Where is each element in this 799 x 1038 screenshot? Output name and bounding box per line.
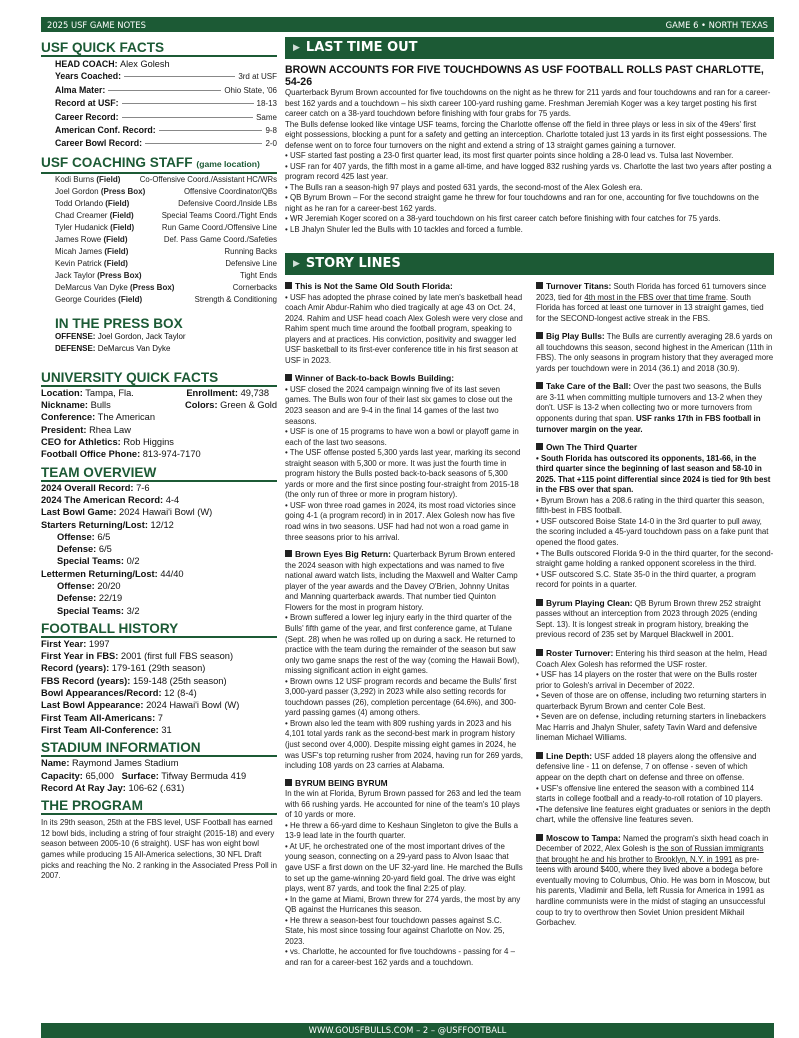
quick-fact-row bbox=[41, 97, 277, 110]
history-label: First Year in FBS: bbox=[41, 651, 119, 662]
team-overview-row bbox=[41, 592, 277, 604]
bullet-square-icon bbox=[285, 550, 292, 557]
header-left: 2025 USF GAME NOTES bbox=[47, 19, 146, 30]
last-time-bullet: • QB Byrum Brown – For the second straight game he threw for four touchdowns and ran for one, accounting for five touchdowns on the night as he ran for a career-best 162 yards. bbox=[285, 193, 759, 213]
footer-bar: WWW.GOUSFBULLS.COM – 2 – @USFFOOTBALL bbox=[41, 1023, 774, 1038]
team-label: Last Bowl Game: bbox=[41, 507, 117, 518]
staff-name bbox=[55, 246, 128, 258]
top-header-bar bbox=[41, 17, 774, 32]
leader-dots bbox=[124, 76, 235, 77]
story-big-play: Big Play Bulls: The Bulls are currently averaging 28.6 yards on all touchdowns this season, second highest in the American (11th in FBS). The only seasons in program history that they averaged more yards per touchdown were in 2014 (36.1) and 2018 (30.9). bbox=[536, 331, 774, 373]
staff-name-text: Kodi Burns bbox=[55, 174, 95, 184]
stadium-name: Name: Raymond James Stadium bbox=[41, 758, 179, 769]
chevron-right-icon: ▶ bbox=[293, 43, 300, 53]
bullet-square-icon bbox=[285, 374, 292, 381]
team-overview-row bbox=[41, 555, 277, 567]
staff-name-text: George Courides bbox=[55, 294, 116, 304]
story-lines-banner: ▶ STORY LINES bbox=[285, 253, 774, 275]
history-value: 2024 Hawai'i Bowl (W) bbox=[146, 700, 240, 711]
staff-row bbox=[41, 198, 277, 210]
staff-role: Tight Ends bbox=[240, 270, 277, 280]
history-label: FBS Record (years): bbox=[41, 675, 131, 686]
last-time-bullet: • LB Jhalyn Shuler led the Bulls with 10 tackles and forced a fumble. bbox=[285, 224, 523, 234]
location-row: Location: Tampa, Fla. Enrollment: 49,738 bbox=[41, 387, 269, 398]
bullet-square-icon bbox=[536, 834, 543, 841]
quick-fact-label: Career Record: bbox=[55, 111, 119, 122]
staff-name bbox=[55, 258, 128, 270]
staff-role: Special Teams Coord./Tight Ends bbox=[161, 210, 277, 220]
staff-row bbox=[41, 186, 277, 198]
staff-location: (Field) bbox=[103, 234, 128, 244]
staff-name-text: Micah James bbox=[55, 246, 103, 256]
staff-name-text: Joel Gordon bbox=[55, 186, 99, 196]
team-label: Defense: bbox=[57, 544, 97, 555]
team-value: 6/5 bbox=[98, 544, 112, 555]
history-value: 7 bbox=[157, 712, 163, 723]
story-roster-turnover: Roster Turnover: Entering his third season at the helm, Head Coach Alex Golesh has reformed the USF roster. • USF has 14 players on the roster that were on the Bulls roster prior to Golesh's arrival in December of 2022. • Seven of those are on offense, including two returning starters in quarterback Byrum Brown and center Cole Best. • Seven are on defense, including returning starters in linebackers Mac Harris and Jhalyn Shuler, safety Tavin Ward and defensive lineman Michael Williams. bbox=[536, 647, 767, 743]
university-title: UNIVERSITY QUICK FACTS bbox=[41, 370, 277, 387]
story-take-care: Take Care of the Ball: Over the past two seasons, the Bulls are 3-11 when committing multiple turnovers and 13-2 when they don't. USF is 13-2 when collecting two or more turnovers from opponents during that span. USF ranks 17th in FBS football in turnover margin on the year. bbox=[536, 381, 763, 434]
quick-fact-label: Record at USF: bbox=[55, 98, 119, 109]
story-third-quarter: Own The Third Quarter • South Florida has outscored its opponents, 181-66, in the third quarter since the beginning of last season and 58-10 in 2025. That +115 point differential since 2024 is tied for 9th best in the FBS over that span. • Byrum Brown has a 208.6 rating in the third quarter this season, fifth-best in FBS football. • USF outscored Boise State 14-0 in the 3rd quarter to pull away, the scoring included a 45-yard touchdown pass on a fake punt that opened the flood gates. • The Bulls outscored Florida 9-0 in the third quarter, for the second-straight game holding a ranked opponent scoreless in the third. • USF outscored S.C. State 35-0 in the third quarter, a program record for points in a quarter. bbox=[536, 442, 774, 590]
story-column-left bbox=[285, 281, 523, 975]
head-coach: HEAD COACH: Alex Golesh bbox=[55, 59, 170, 69]
nickname-row: Nickname: Bulls Colors: Green & Gold bbox=[41, 400, 277, 411]
history-label: First Year: bbox=[41, 638, 87, 649]
bullet-square-icon bbox=[536, 332, 543, 339]
staff-row bbox=[41, 282, 277, 294]
history-value: 12 (8-4) bbox=[164, 688, 197, 699]
bullet-square-icon bbox=[536, 443, 543, 450]
program-text: In its 29th season, 25th at the FBS level, USF Football has earned 12 bowl bids, including a string of four straight (2015-18) and every season between 2005-10 (6 straight). USF has won eight bowl games while producing 15 All-America selections, 30 NFL Draft picks and reaching the No. 2 ranking in the Associated Press Poll in 2007. bbox=[41, 818, 277, 881]
staff-name bbox=[55, 198, 129, 210]
story-brown-eyes: Brown Eyes Big Return: Quarterback Byrum Brown entered the 2024 season with high expectations and was named to five national award watch lists, including the Maxwell and Walter Camp player of the year awards and the Davey O'Brien, Johnny Unitas and Manning quarterback awards. That number tied Quinton Flowers for the most in program history. • Brown suffered a lower leg injury early in the third quarter of the Bulls' fifth game of the year, and first conference game, at Tulane (Sept. 28) when he was rolled up on during a sack. He returned to practice with the team during the remainder of the season but saw only two game snaps the rest of the way (coming the Hawaii Bowl), missing significant action in eight games. • Brown owns 12 USF program records and became the Bulls' first 3,000-yard passer (3,292) in 2023 while also setting records for touchdown passes (26), completion percentage (64.6%), and 300-yard passing games (4) among others. • Brown also led the team with 809 rushing yards in 2023 and his 4,101 total yards rank as the second-best mark in program history (just second over 4,000). Despite missing eight games in 2024, he was USF's top returning rusher from 2024, having run for 269 yards, including 108 yards on 23 carries at Alabama. bbox=[285, 549, 523, 771]
bullet-square-icon bbox=[285, 282, 292, 289]
history-label: First Team All-Americans: bbox=[41, 712, 156, 723]
bullet-square-icon bbox=[536, 282, 543, 289]
staff-name bbox=[55, 210, 134, 222]
last-time-p2: The Bulls defense looked like vintage USF teams, forcing the Charlotte offense off the field in three plays or less in six of the 49ers' first eight possessions, blocking a punt for a safety and getting an interception. Charlotte totaled just 13 yards in its first eight possessions. The defense went on to force four turnovers on the night and extend a string of 13 straight games gaining a turnover. bbox=[285, 119, 767, 150]
quick-fact-label: Career Bowl Record: bbox=[55, 138, 143, 149]
team-label: 2024 The American Record: bbox=[41, 494, 164, 505]
quick-fact-row bbox=[41, 137, 277, 150]
bullet-square-icon bbox=[536, 649, 543, 656]
main-content bbox=[285, 37, 774, 1019]
team-label: Offense: bbox=[57, 531, 95, 542]
staff-name bbox=[55, 270, 142, 282]
staff-name-text: Tyler Hudanick bbox=[55, 222, 108, 232]
conference-row: Conference: The American bbox=[41, 412, 156, 423]
history-row bbox=[41, 724, 277, 736]
staff-role: Run Game Coord./Offensive Line bbox=[161, 222, 277, 232]
quick-fact-value: Ohio State, '06 bbox=[224, 85, 277, 95]
story-column-right bbox=[536, 281, 774, 975]
staff-role: Offensive Coordinator/QBs bbox=[183, 186, 277, 196]
last-time-bullet: • The Bulls ran a season-high 97 plays and posted 631 yards, the second-most of the Alex Golesh era. bbox=[285, 182, 643, 192]
team-overview-row bbox=[41, 519, 277, 531]
team-value: 3/2 bbox=[126, 605, 140, 616]
staff-name-text: Kevin Patrick bbox=[55, 258, 102, 268]
history-value: 31 bbox=[161, 724, 172, 735]
staff-row bbox=[41, 210, 277, 222]
story-not-same-old: This is Not the Same Old South Florida: • USF has adopted the phrase coined by late men's basketball head coach Amir Abdur-Rahim who died tragically at age 43 on Oct. 24, 2024. Rahim and USF head coach Alex Golesh were very close and Rahim spent much time around the football program, speaking to players and at practices. His conviction, positivity and swagger led USF basketball to its first-ever conference title in his first season at USF in 2023. bbox=[285, 281, 523, 365]
bullet-square-icon bbox=[285, 779, 292, 786]
press-offense: OFFENSE: Joel Gordon, Jack Taylor bbox=[55, 331, 186, 341]
staff-role: Defensive Coord./Inside LBs bbox=[178, 198, 277, 208]
quick-fact-value: 2-0 bbox=[265, 139, 277, 149]
story-moscow-to-tampa: Moscow to Tampa: Named the program's sixth head coach in December of 2022, Alex Golesh is the son of Russian immigrants that brought he and his brother to Brooklyn, N.Y. in 1991 as pre-teens with around $400, where they lived above a bodega before eventually moving to Columbus, Ohio. He was born in Moscow, but his parents, Vladimir and Bella, left Russia for America in 1991 as hardline communists were in the midst of staging an unsuccessful coup to try to overthrow then Soviet Union president Mikhail Gorbachev. bbox=[536, 832, 770, 928]
story-columns bbox=[285, 281, 774, 975]
quick-facts-title: USF QUICK FACTS bbox=[41, 40, 277, 57]
story-playing-clean: Byrum Playing Clean: QB Byrum Brown threw 252 straight passes without an interception from 2023 through 2025 (ending Sept. 13). It is longest streak in program history, breaking the previous record of 235 set by Marquel Blackwell in 2001. bbox=[536, 597, 761, 640]
quick-fact-value: Same bbox=[256, 112, 277, 122]
team-label: Special Teams: bbox=[57, 556, 125, 567]
quick-fact-label: American Conf. Record: bbox=[55, 125, 156, 136]
staff-name bbox=[55, 282, 174, 294]
press-box-title: IN THE PRESS BOX bbox=[55, 315, 183, 331]
history-title: FOOTBALL HISTORY bbox=[41, 621, 277, 638]
staff-role: Cornerbacks bbox=[232, 282, 277, 292]
team-value: 4-4 bbox=[165, 494, 180, 505]
history-value: 179-161 (29th season) bbox=[111, 663, 206, 674]
bullet-square-icon bbox=[536, 599, 543, 606]
leader-dots bbox=[159, 130, 263, 131]
story-turnover-titans: Turnover Titans: South Florida has forced 61 turnovers since 2023, tied for 4th most in the FBS over that time frame. South Florida has forced at least one turnover in 13 straight games, tied for the SECOND-longest active streak in the FBS. bbox=[536, 281, 767, 323]
history-row bbox=[41, 687, 277, 699]
history-label: Last Bowl Appearance: bbox=[41, 700, 144, 711]
last-time-out-banner: ▶ LAST TIME OUT bbox=[285, 37, 774, 59]
staff-location: (Press Box) bbox=[130, 282, 175, 292]
team-overview-row bbox=[41, 506, 277, 518]
team-overview-row bbox=[41, 543, 277, 555]
staff-location: (Field) bbox=[103, 258, 128, 268]
staff-name-text: DeMarcus Van Dyke bbox=[55, 282, 128, 292]
team-overview-title: TEAM OVERVIEW bbox=[41, 465, 277, 482]
team-overview-row bbox=[41, 482, 277, 494]
team-overview-row bbox=[41, 605, 277, 617]
staff-name bbox=[55, 234, 127, 246]
staff-location: (Press Box) bbox=[100, 186, 146, 196]
staff-name-text: Chad Creamer bbox=[55, 210, 108, 220]
quick-fact-row bbox=[41, 84, 277, 97]
history-row bbox=[41, 650, 277, 662]
team-overview-list bbox=[41, 482, 277, 617]
staff-row bbox=[41, 270, 277, 282]
stadium-title: STADIUM INFORMATION bbox=[41, 740, 277, 757]
staff-row bbox=[41, 222, 277, 234]
team-overview-row bbox=[41, 531, 277, 543]
history-list bbox=[41, 638, 277, 736]
last-time-bullet: • USF ran for 407 yards, the fifth most in a game all-time, and have logged 832 rushing yards vs. Charlotte the last two years after posting a program record 425 last year. bbox=[285, 161, 772, 181]
staff-role: Strength & Conditioning bbox=[194, 294, 277, 304]
team-label: Defense: bbox=[57, 593, 97, 604]
chevron-right-icon: ▶ bbox=[293, 259, 300, 269]
team-label: Lettermen Returning/Lost: bbox=[41, 568, 158, 579]
team-value: 2024 Hawai'i Bowl (W) bbox=[119, 507, 213, 518]
team-label: Starters Returning/Lost: bbox=[41, 519, 148, 530]
staff-role: Co-Offensive Coord./Assistant HC/WRs bbox=[139, 174, 277, 184]
quick-facts-list bbox=[41, 70, 277, 150]
team-value: 0/2 bbox=[126, 556, 140, 567]
last-time-p1: Quarterback Byrum Brown accounted for five touchdowns on the night as he threw for 211 yards and four touchdowns and ran for a career-best 162 yards and a touchdown – his sixth career 100-yard rushing game. Freshman Jeremiah Koger was a key target posting his first career catch on a 38-yard touchdown before finishing with four grabs for 75 yards. bbox=[285, 88, 771, 118]
staff-name bbox=[55, 222, 134, 234]
team-overview-row bbox=[41, 580, 277, 592]
staff-location: (Press Box) bbox=[97, 270, 142, 280]
leader-dots bbox=[122, 117, 254, 118]
last-time-bullets bbox=[285, 151, 774, 235]
quick-fact-row bbox=[41, 70, 277, 83]
history-row bbox=[41, 638, 277, 650]
coaching-staff-title: USF COACHING STAFF (game location) bbox=[41, 155, 277, 174]
ceo-row: CEO for Athletics: Rob Higgins bbox=[41, 437, 174, 448]
history-label: First Team All-Conference: bbox=[41, 724, 159, 735]
staff-role: Running Backs bbox=[224, 246, 277, 256]
staff-name-text: Todd Orlando bbox=[55, 198, 104, 208]
staff-name-text: Jack Taylor bbox=[55, 270, 95, 280]
team-value: 22/19 bbox=[98, 593, 123, 604]
staff-location: (Field) bbox=[109, 210, 134, 220]
quick-fact-value: 3rd at USF bbox=[238, 72, 277, 82]
leader-dots bbox=[108, 90, 221, 91]
press-defense: DEFENSE: DeMarcus Van Dyke bbox=[55, 343, 171, 353]
team-label: Special Teams: bbox=[57, 605, 125, 616]
team-label: 2024 Overall Record: bbox=[41, 482, 134, 493]
leader-dots bbox=[122, 103, 254, 104]
quick-fact-label: Alma Mater: bbox=[55, 84, 106, 95]
quick-fact-value: 18-13 bbox=[256, 99, 277, 109]
history-row bbox=[41, 712, 277, 724]
staff-row bbox=[41, 258, 277, 270]
stadium-record: Record At Ray Jay: 106-62 (.631) bbox=[41, 782, 185, 793]
quick-fact-value: 9-8 bbox=[265, 126, 277, 136]
quick-fact-row bbox=[41, 111, 277, 124]
staff-row bbox=[41, 246, 277, 258]
staff-location: (Field) bbox=[104, 246, 129, 256]
history-value: 159-148 (25th season) bbox=[132, 675, 227, 686]
president-row: President: Rhea Law bbox=[41, 424, 131, 435]
story-byrum-being-byrum: BYRUM BEING BYRUM In the win at Florida, Byrum Brown passed for 263 and led the team with 66 rushing yards. He accounted for nine of the team's 10 plays of 10 yards or more. • He threw a 66-yard dime to Keshaun Singleton to give the Bulls a 13-9 lead late in the fourth quarter. • At UF, he orchestrated one of the most important drives of the young season, connecting on a 29-yard pass to Alvon Isaac that gave USF a first down on the UF 32-yard line. He marched the Bulls to set up the game-winning 20-yard field goal. The drive was eight plays, went 87 yards, and took the final 2:25 of play. • In the game at Miami, Brown threw for 274 yards, the most by any QB against the Hurricanes this season. • He threw a season-best four touchdown passes against S.C. State, his most since tossing four against Charlotte on Nov. 25, 2023. • vs. Charlotte, he accounted for five touchdowns - passing for 4 – and ran for a career-best 162 yards and a touchdown. bbox=[285, 777, 523, 967]
staff-location: (Field) bbox=[96, 174, 121, 184]
staff-row bbox=[41, 234, 277, 246]
staff-name bbox=[55, 186, 145, 198]
team-overview-row bbox=[41, 568, 277, 580]
team-value: 20/20 bbox=[97, 581, 121, 591]
staff-name bbox=[55, 294, 142, 306]
staff-location: (Field) bbox=[105, 198, 130, 208]
staff-row bbox=[41, 174, 277, 186]
team-value: 44/40 bbox=[160, 568, 184, 579]
phone-row: Football Office Phone: 813-974-7170 bbox=[41, 449, 201, 460]
last-time-bullet: • USF started fast posting a 23-0 first quarter lead, its most first quarter points since holding a 28-0 lead vs. Tulsa last November. bbox=[285, 151, 734, 160]
history-value: 1997 bbox=[88, 638, 110, 649]
staff-name-text: James Rowe bbox=[55, 234, 102, 244]
staff-role: Defensive Line bbox=[225, 258, 277, 268]
history-row bbox=[41, 662, 277, 674]
staff-location: (Field) bbox=[118, 294, 143, 304]
story-line-depth: Line Depth: USF added 18 players along the offensive and defensive line - 11 on defense, 7 on offense - seven of which appear on the depth chart on defense and three on offense. • USF's offensive line entered the season with a combined 114 starts in college football and a ready-to-roll rotation of 10 players. •The defensive line features eight graduates or seniors in the depth chart, while the offensive line features seven. bbox=[536, 750, 771, 825]
team-value: 7-6 bbox=[136, 482, 150, 493]
staff-row bbox=[41, 294, 277, 306]
history-row bbox=[41, 699, 277, 711]
history-label: Bowl Appearances/Record: bbox=[41, 688, 162, 699]
history-value: 2001 (first full FBS season) bbox=[120, 651, 234, 662]
staff-role: Def. Pass Game Coord./Safeties bbox=[163, 234, 277, 244]
coaching-staff-list bbox=[41, 174, 277, 306]
team-overview-row bbox=[41, 494, 277, 506]
staff-name bbox=[55, 174, 120, 186]
team-value: 12/12 bbox=[150, 519, 174, 530]
stadium-capacity: Capacity: 65,000 Surface: Tifway Bermuda 419 bbox=[41, 770, 247, 781]
bullet-square-icon bbox=[536, 382, 543, 389]
quick-fact-row bbox=[41, 124, 277, 137]
left-sidebar bbox=[41, 37, 277, 1019]
bullet-square-icon bbox=[536, 752, 543, 759]
staff-location: (Field) bbox=[110, 222, 135, 232]
last-time-headline: BROWN ACCOUNTS FOR FIVE TOUCHDOWNS AS USF FOOTBALL ROLLS PAST CHARLOTTE, 54-26 bbox=[285, 64, 764, 88]
quick-fact-label: Years Coached: bbox=[55, 71, 122, 82]
program-title: THE PROGRAM bbox=[41, 798, 277, 815]
history-label: Record (years): bbox=[41, 663, 110, 674]
leader-dots bbox=[145, 143, 262, 144]
history-row bbox=[41, 675, 277, 687]
team-value: 6/5 bbox=[97, 531, 111, 542]
team-label: Offense: bbox=[57, 581, 95, 591]
story-back-to-back: Winner of Back-to-back Bowls Building: • USF closed the 2024 campaign winning five of its last seven games. The Bulls won four of their last six games to close out the 2023 season and are 9-4 in the final 14 games of the last two seasons. • USF is one of 15 programs to have won a bowl or playoff game in each of the last two seasons. • The USF offense posted 5,300 yards last year, marking its second straight season with 5,300 or more. It was just the fourth time in program history the Bulls posted back-to-back seasons of 5,300 yards or more and the first since posting four-straight from 2015-18 (the only run of three or more in program history). • USF won three road games in 2024, its most road victories since going 4-1 (a program record) in in 2017. Alex Golesh now has five road wins in two seasons. USF had had not won a road game in three seasons prior to his arrival. bbox=[285, 373, 521, 542]
last-time-bullet: • WR Jeremiah Koger scored on a 38-yard touchdown on his first career catch before finishing with four catches for 75 yards. bbox=[285, 214, 721, 223]
header-right: GAME 6 • NORTH TEXAS bbox=[665, 19, 768, 30]
